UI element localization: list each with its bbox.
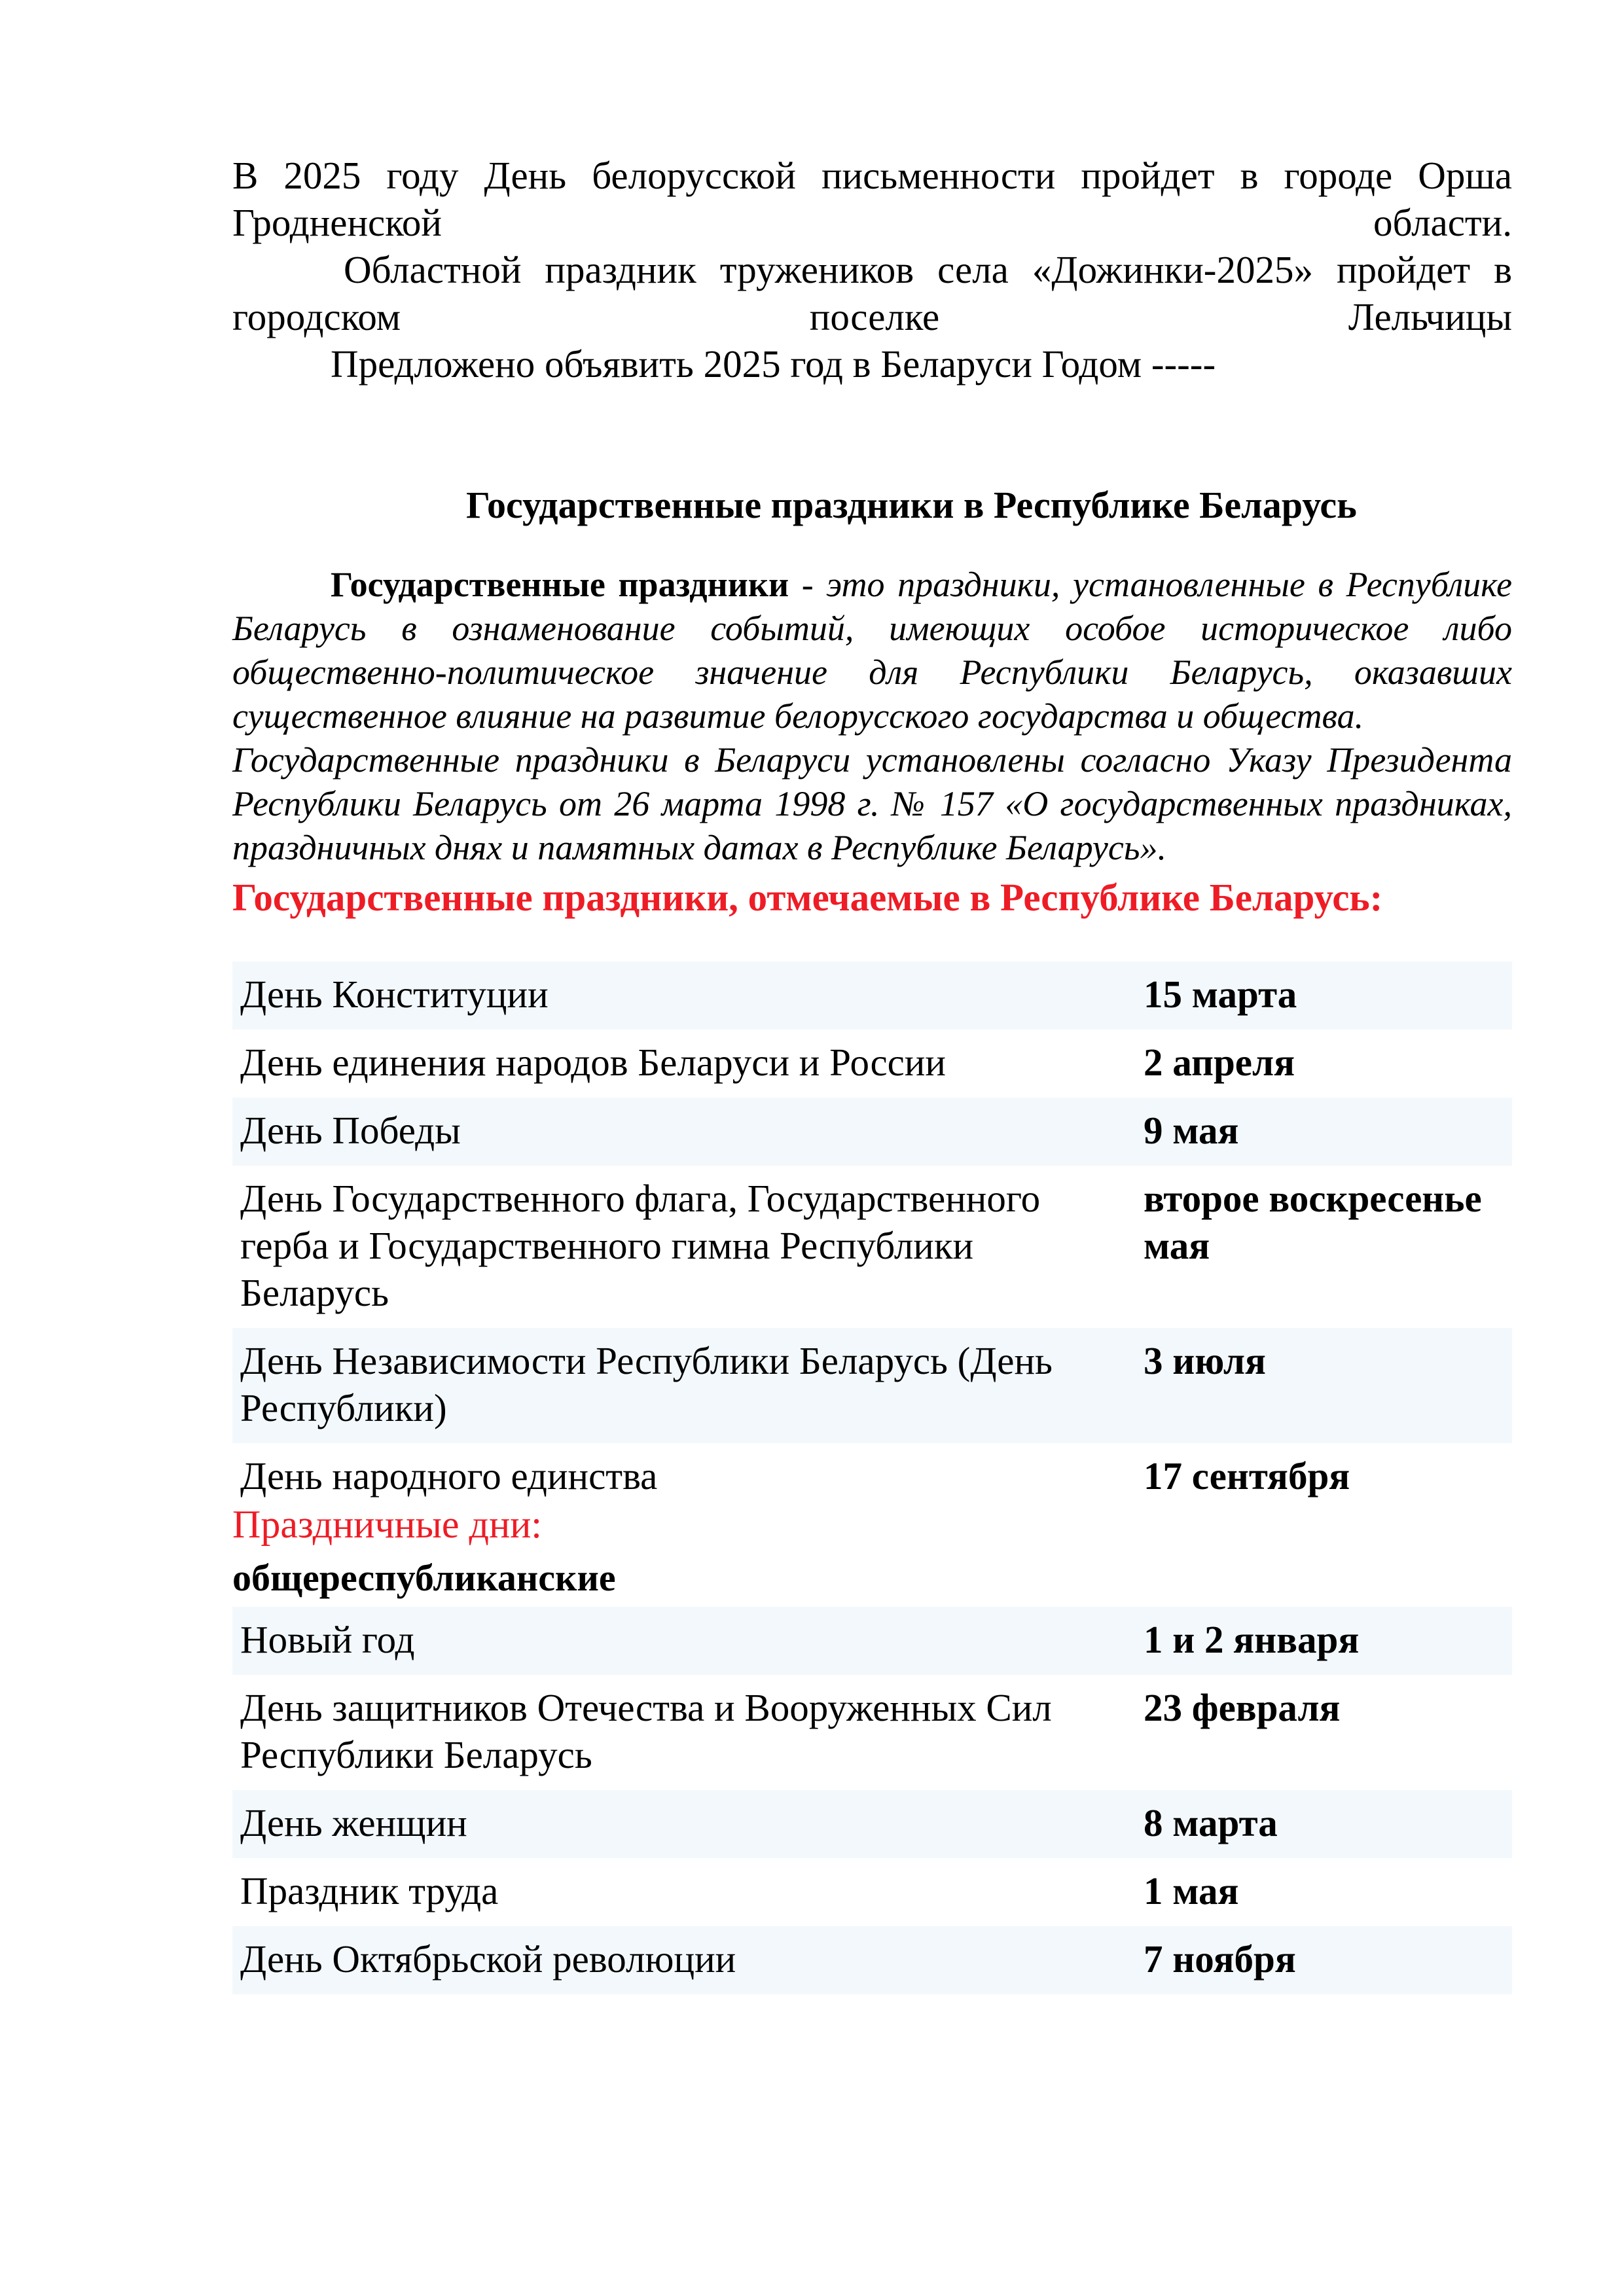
state-holidays-table <box>232 961 1512 1506</box>
table-row <box>232 1790 1512 1858</box>
intro-paragraph-1 <box>232 152 1512 246</box>
intro-line-3: Предложено объявить 2025 год в Беларуси Годом ----- <box>331 342 1216 386</box>
holiday-name: Новый год <box>232 1607 1130 1675</box>
holiday-date: 23 февраля <box>1144 1686 1341 1729</box>
intro-line-1: В 2025 году День белорусской письменности пройдет в городе Орша Гродненской области. <box>232 154 1512 244</box>
table-row <box>232 1098 1512 1166</box>
state-holidays-title: Государственные праздники, отмечаемые в Республике Беларусь: <box>232 876 1383 919</box>
document-page <box>232 152 1512 1994</box>
holiday-date: 2 апреля <box>1144 1041 1295 1084</box>
holiday-date: 1 мая <box>1144 1869 1239 1912</box>
definition-paragraph <box>232 563 1512 738</box>
holiday-name: Праздник труда <box>240 1869 499 1912</box>
holiday-date: 1 и 2 января <box>1130 1607 1512 1675</box>
holiday-date: второе воскресенье мая <box>1144 1177 1482 1267</box>
holiday-name: День Конституции <box>232 961 1130 1030</box>
table-row <box>232 1443 1512 1506</box>
intro-paragraph-3 <box>232 340 1512 387</box>
intro-paragraph-2 <box>232 246 1512 340</box>
holiday-date: 7 ноября <box>1130 1926 1512 1994</box>
holiday-name: День народного единства <box>240 1454 658 1498</box>
table-row <box>232 1926 1512 1994</box>
decree-paragraph <box>232 738 1512 870</box>
holiday-name: День женщин <box>232 1790 1130 1858</box>
holiday-days-subtitle: общереспубликанские <box>232 1556 616 1599</box>
holiday-days-title: Праздничные дни: <box>232 1503 542 1546</box>
table-row <box>232 961 1512 1030</box>
holiday-date: 3 июля <box>1130 1328 1512 1443</box>
page-heading: Государственные праздники в Республике Беларусь <box>466 484 1357 526</box>
table-row <box>232 1607 1512 1675</box>
table-row <box>232 1858 1512 1926</box>
holiday-name: День Независимости Республики Беларусь (День Республики) <box>232 1328 1130 1443</box>
definition-term: Государственные праздники <box>331 565 789 604</box>
holiday-days-table <box>232 1607 1512 1994</box>
table-row <box>232 1328 1512 1443</box>
intro-line-2: Областной праздник тружеников села «Дожинки-2025» пройдет в городском поселке Лельчицы <box>232 248 1512 338</box>
holiday-name: День Государственного флага, Государственного герба и Государственного гимна Республики Беларусь <box>240 1177 1041 1314</box>
holiday-date: 15 марта <box>1130 961 1512 1030</box>
definition-text: это праздники, установленные в Республике Беларусь в ознаменование событий, имеющих особое историческое либо общественно-политическое значение для Республики Беларусь, оказавших существенное влияние на развитие белорусского государства и общества. <box>232 565 1513 736</box>
holiday-name: День Октябрьской революции <box>232 1926 1130 1994</box>
table-row <box>232 1166 1512 1328</box>
holiday-name: День единения народов Беларуси и России <box>240 1041 946 1084</box>
holiday-name: День защитников Отечества и Вооруженных Сил Республики Беларусь <box>240 1686 1052 1776</box>
holiday-date: 8 марта <box>1130 1790 1512 1858</box>
definition-dash: - <box>789 565 827 604</box>
holiday-date: 9 мая <box>1130 1098 1512 1166</box>
table-row <box>232 1675 1512 1790</box>
holiday-date: 17 сентября <box>1144 1454 1350 1498</box>
holiday-name: День Победы <box>232 1098 1130 1166</box>
decree-text: Государственные праздники в Беларуси установлены согласно Указу Президента Республики Беларусь от 26 марта 1998 г. № 157 «О государственных праздниках, праздничных днях и памятных датах в Республике Беларусь». <box>232 740 1512 867</box>
table-row <box>232 1030 1512 1098</box>
